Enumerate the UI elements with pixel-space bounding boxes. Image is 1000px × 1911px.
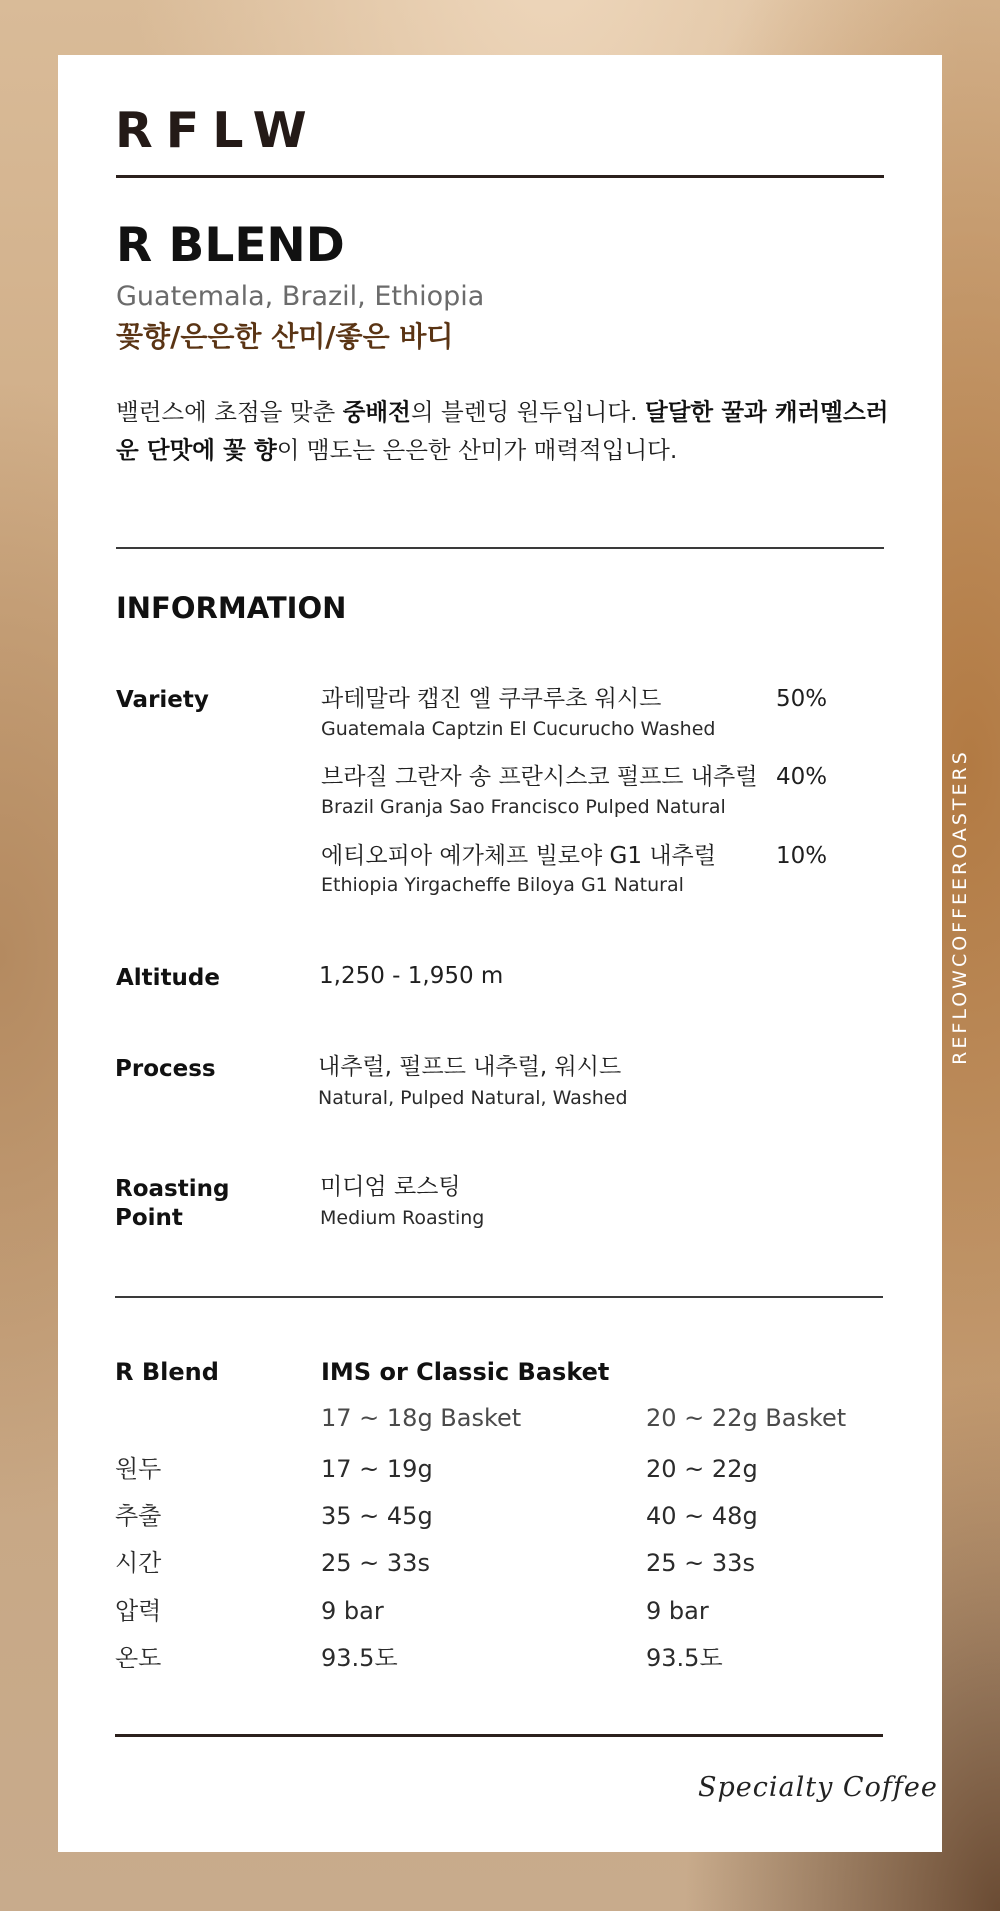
process-label: Process: [115, 1056, 216, 1082]
recipe-cell: 9 bar: [646, 1597, 709, 1625]
flavor-notes: 꽃향/은은한 산미/좋은 바디: [116, 320, 454, 353]
variety-en: Ethiopia Yirgacheffe Biloya G1 Natural: [321, 874, 684, 896]
variety-en: Brazil Granja Sao Francisco Pulped Natural: [321, 796, 726, 818]
recipe-row-label: 압력: [115, 1597, 162, 1625]
section-divider: [116, 547, 884, 549]
specialty-coffee-signature: Specialty Coffee: [698, 1772, 938, 1803]
altitude-value: 1,250 - 1,950 m: [319, 963, 504, 989]
roasting-ko: 미디엄 로스팅: [320, 1174, 461, 1200]
side-brand-text: REFLOWCOFFEEROASTERS: [949, 749, 971, 1065]
recipe-cell: 40 ~ 48g: [646, 1502, 758, 1530]
recipe-row-label: 원두: [115, 1455, 162, 1483]
recipe-cell: 17 ~ 19g: [321, 1455, 433, 1483]
recipe-row-label: 추출: [115, 1502, 162, 1530]
recipe-row-label: 시간: [115, 1549, 162, 1577]
process-ko: 내추럴, 펄프드 내추럴, 워시드: [318, 1054, 622, 1080]
altitude-label: Altitude: [116, 965, 220, 991]
information-heading: INFORMATION: [116, 591, 347, 625]
product-title: R BLEND: [116, 218, 345, 273]
variety-percent: 50%: [776, 686, 828, 712]
column-header: 20 ~ 22g Basket: [646, 1404, 847, 1432]
roasting-en: Medium Roasting: [320, 1207, 485, 1229]
recipe-cell: 9 bar: [321, 1597, 384, 1625]
product-description: 밸런스에 초점을 맞춘 중배전의 블렌딩 원두입니다. 달달한 꿀과 캐러멜스러운 단맛에 꽃 향이 맴도는 은은한 산미가 매력적입니다.: [116, 398, 889, 464]
recipe-row-label: 온도: [115, 1644, 162, 1672]
basket-type: IMS or Classic Basket: [321, 1358, 610, 1386]
column-header: 17 ~ 18g Basket: [321, 1404, 522, 1432]
footer-divider: [115, 1734, 883, 1737]
variety-en: Guatemala Captzin El Cucurucho Washed: [321, 718, 716, 740]
header-divider: [116, 175, 884, 178]
recipe-cell: 25 ~ 33s: [646, 1549, 755, 1577]
recipe-cell: 25 ~ 33s: [321, 1549, 430, 1577]
variety-label: Variety: [116, 687, 209, 713]
variety-percent: 40%: [776, 764, 828, 790]
variety-percent: 10%: [776, 843, 828, 869]
roasting-label: Point: [115, 1205, 183, 1231]
variety-ko: 에티오피아 예가체프 빌로야 G1 내추럴: [321, 843, 716, 869]
recipe-cell: 35 ~ 45g: [321, 1502, 433, 1530]
process-en: Natural, Pulped Natural, Washed: [318, 1087, 628, 1109]
recipe-title: R Blend: [115, 1358, 219, 1386]
roasting-label: Roasting: [115, 1176, 230, 1202]
brand-logo: RFLW: [115, 102, 320, 159]
section-divider: [115, 1296, 883, 1298]
variety-ko: 브라질 그란자 송 프란시스코 펄프드 내추럴: [321, 764, 758, 790]
recipe-cell: 93.5도: [321, 1644, 398, 1672]
recipe-cell: 93.5도: [646, 1644, 723, 1672]
product-origins: Guatemala, Brazil, Ethiopia: [116, 281, 485, 312]
recipe-cell: 20 ~ 22g: [646, 1455, 758, 1483]
variety-ko: 과테말라 캡진 엘 쿠쿠루초 워시드: [321, 686, 662, 712]
